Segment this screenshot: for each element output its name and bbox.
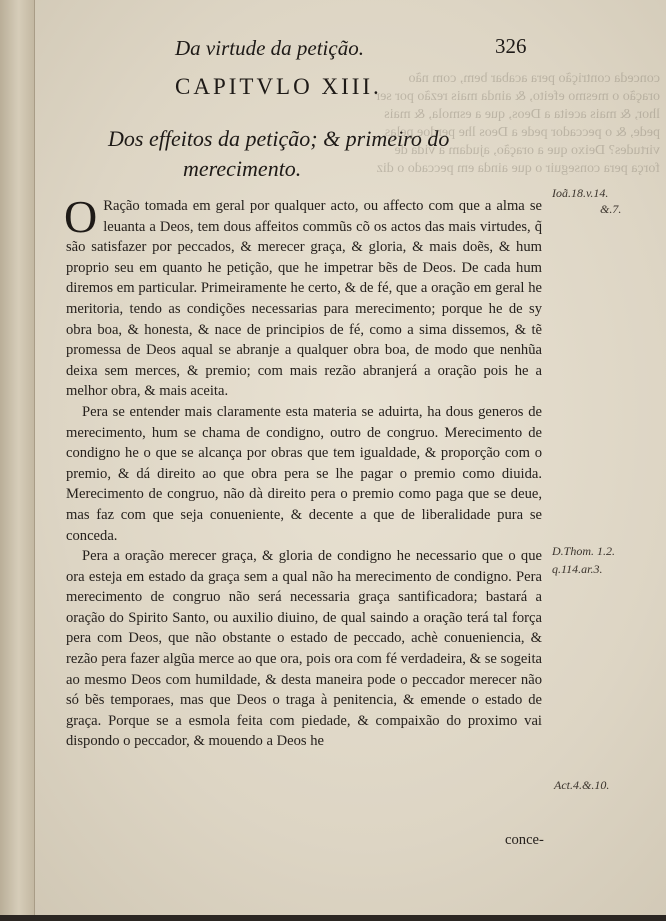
binding-gutter: [0, 0, 35, 921]
margin-note-2b: q.114.ar.3.: [552, 562, 603, 576]
page-bottom-edge: [0, 915, 666, 921]
body-text: [64, 191, 542, 752]
drop-cap: O: [64, 191, 98, 242]
margin-note-3: Act.4.&.10.: [554, 778, 610, 792]
running-head: Da virtude da petição.: [175, 36, 364, 60]
bleed-through-text: conceda contrição pera acabar bem, com não oração o mesmo efeito, & ainda mais rezão por ser lhor, & mais aceita a Deos, que a esmola, & mais pede, & o peccador pede a Deos lhe perdoe pelas virtudes? Deixo que a oração, ajudam a vida de força pera conseguir o que ainda em peccado o diz: [375, 71, 660, 176]
paragraph-2: Pera se entender mais claramente esta materia se aduirta, ha dous generos de merecimento, hum se chama de condigno, outro de congruo. Merecimento de condigno he o que se alcança por obras que tem igualdade, & proporção com o premio, & dá direito ao que obra pera se lhe pagar o premio como diuida. Merecimento de congruo, não dà direito pera o premio como paga que se deue, mas faz com que seja conueniente, & decente a que de liberalidade pura se conceda.: [66, 403, 542, 544]
margin-note-2: D.Thom. 1.2.: [552, 544, 616, 558]
page-number: 326: [495, 34, 527, 58]
chapter-title: CAPITVLO XIII.: [175, 74, 382, 99]
subtitle-line-2: merecimento.: [183, 156, 302, 181]
subtitle-line-1: Dos effeitos da petição; & primeiro do: [108, 126, 450, 151]
paragraph-3: Pera a oração merecer graça, & gloria de condigno he necessario que o que ora esteja em estado da graça sem a qual não ha merecimento de condigno. Pera merecimento de congruo não será necessaria graça santificadora; bastará a oração do Spirito Santo, ou auxilio diuino, de qual saindo a oração terá tal força pera com Deos, que não obstante o estado de peccado, achè conueniencia, & rezão pera fazer algũa merce ao que ora, pois ora com fé verdadeira, & se sogeita ao mesmo Deos com humildade, & desta maneira pode o peccador merecer não só bẽs temporaes, mas que Deos o traga à penitencia, & emende o estado de graça. Porque se a esmola feita com piedade, & compaixão do proximo vai dispondo o peccador, & mouendo a Deos he: [66, 548, 542, 750]
chapter-subtitle: [108, 124, 528, 184]
margin-note-1b: &.7.: [600, 202, 622, 216]
margin-note-1: Ioã.18.v.14.: [552, 186, 609, 200]
paragraph-1-text: Ração tomada em geral por qualquer acto, ou affecto com que a alma se leuanta a Deos, tem dous affeitos commũs cõ os actos das mais virtudes, q̃ são satisfazer por peccados, & merecer graça, & gloria, & mais doẽs, & hum proprio seu em quanto he petição, que he impetrar bẽs de Deos. De cada hum diremos em particular. Primeiramente he certo, & de fé, que a oração em geral he meritoria, tendo as condições necessarias para merecimento; porque he de sy obra boa, & honesta, & nace de principios de fé, como a sima dissemos, & tẽ promessa de Deos aqual se abranje a qualquer obra boa, de modo que nenhũa deixa sem merces, & premio; com mais rezão abranjerá a oração pois he a melhor obra, & mais aceita.: [66, 198, 542, 400]
catchword: conce-: [505, 832, 544, 848]
paragraph-1: [64, 191, 542, 402]
